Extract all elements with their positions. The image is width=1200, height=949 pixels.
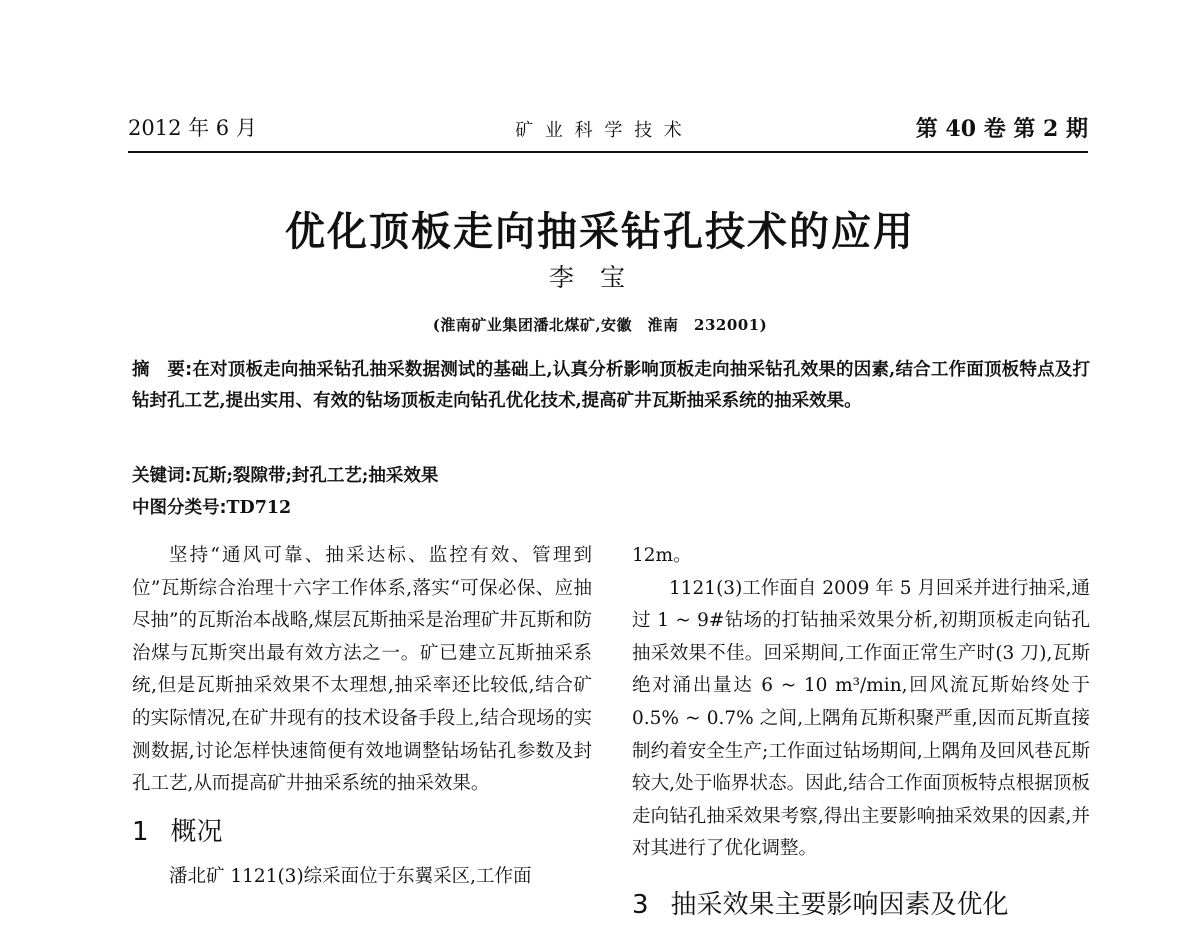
- right-column: [632, 540, 1090, 934]
- abstract: [132, 355, 1090, 417]
- header-date: 2012 年 6 月: [128, 116, 257, 140]
- section-1-title: 概况: [170, 816, 223, 847]
- classification-text: TD712: [226, 498, 292, 518]
- section-3-heading: [632, 888, 1090, 922]
- continued-text: 12m。: [632, 545, 692, 566]
- intro-paragraph: 坚持“通风可靠、抽采达标、监控有效、管理到位”瓦斯综合治理十六字工作体系,落实“可保必保、应抽尽抽”的瓦斯治本战略,煤层瓦斯抽采是治理矿井瓦斯和防治煤与瓦斯突出最有效方法之一。矿已建立瓦斯抽采系统,但是瓦斯抽采效果不太理想,抽采率还比较低,结合矿的实际情况,在矿井现有的技术设备手段上,结合现场的实测数据,讨论怎样快速简便有效地调整钻场钻孔参数及封孔工艺,从而提高矿井抽采系统的抽采效果。: [132, 545, 592, 795]
- section-3-number: 3: [632, 889, 649, 920]
- abstract-text: 在对顶板走向抽采钻孔抽采数据测试的基础上,认真分析影响顶板走向抽采钻孔效果的因素,结合工作面顶板特点及打钻封孔工艺,提出实用、有效的钻场顶板走向钻孔优化技术,提高矿井瓦斯抽采系统的抽采效果。: [132, 360, 1091, 411]
- keywords-text: 瓦斯;裂隙带;封孔工艺;抽采效果: [191, 466, 439, 486]
- classification-label: 中图分类号:: [132, 498, 227, 518]
- article-author: 李宝: [548, 263, 651, 292]
- header-rule: [128, 151, 1088, 153]
- abstract-label: 摘 要:: [132, 360, 193, 380]
- classification: [132, 494, 291, 519]
- header-volume-issue: 第 40 卷 第 2 期: [915, 116, 1088, 142]
- left-column: [132, 540, 592, 893]
- body-paragraph: 1121(3)工作面自 2009 年 5 月回采并进行抽采,通过 1 ~ 9#钻场的打钻抽采效果分析,初期顶板走向钻孔抽采效果不佳。回采期间,工作面正常生产时(3 刀),瓦斯绝对涌出量达 6 ~ 10 m³/min,回风流瓦斯始终处于 0.5% ~ 0.7% 之间,上隅角瓦斯积聚严重,因而瓦斯直接制约着安全生产;工作面过钻场期间,上隅角及回风巷瓦斯较大,处于临界状态。因此,结合工作面顶板特点根据顶板走向钻孔抽采效果考察,得出主要影响抽采效果的因素,并对其进行了优化调整。: [632, 577, 1090, 860]
- article-affiliation: (淮南矿业集团潘北煤矿,安徽 淮南 232001): [432, 316, 768, 334]
- section-3-title: 抽采效果主要影响因素及优化: [670, 889, 1009, 920]
- section-1-heading: [132, 815, 592, 849]
- article-title: 优化顶板走向抽采钻孔技术的应用: [285, 208, 915, 255]
- header-journal: 矿 业 科 学 技 术: [515, 120, 685, 141]
- section-1-paragraph: 潘北矿 1121(3)综采面位于东翼采区,工作面: [169, 865, 532, 887]
- keywords-label: 关键词:: [132, 466, 192, 486]
- section-1-number: 1: [132, 816, 149, 847]
- keywords: [132, 462, 438, 487]
